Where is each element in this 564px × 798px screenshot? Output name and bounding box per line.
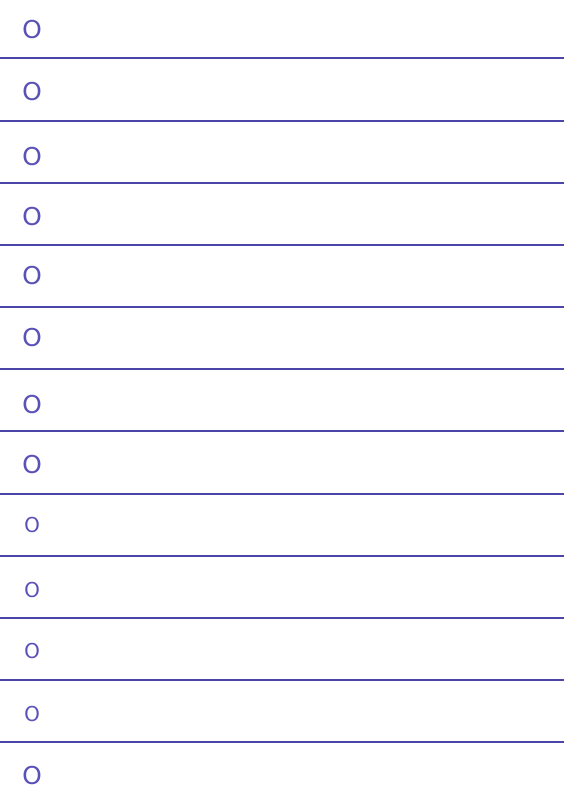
line-10	[0, 617, 564, 619]
row-mark-5: O	[22, 261, 42, 290]
line-6	[0, 368, 564, 370]
line-11	[0, 679, 564, 681]
row-mark-13: O	[22, 761, 42, 790]
line-8	[0, 493, 564, 495]
line-12	[0, 741, 564, 743]
row-mark-4: O	[22, 202, 42, 231]
line-3	[0, 182, 564, 184]
line-7	[0, 430, 564, 432]
line-5	[0, 306, 564, 308]
line-9	[0, 555, 564, 557]
line-2	[0, 120, 564, 122]
row-mark-7: O	[22, 390, 42, 419]
row-mark-6: O	[22, 323, 42, 352]
row-mark-8: O	[22, 450, 42, 479]
line-4	[0, 244, 564, 246]
row-mark-9: O	[24, 513, 40, 537]
line-1	[0, 57, 564, 59]
row-mark-12: O	[24, 702, 40, 726]
row-mark-10: O	[24, 578, 40, 602]
row-mark-2: O	[22, 77, 42, 106]
row-mark-11: O	[24, 639, 40, 663]
row-mark-3: O	[22, 142, 42, 171]
row-mark-1: O	[22, 15, 42, 44]
